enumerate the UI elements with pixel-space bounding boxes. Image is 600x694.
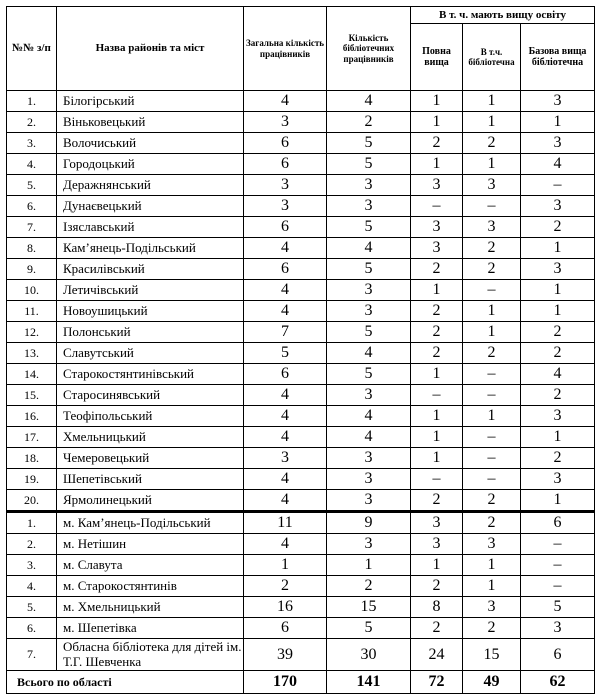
header-higher-ed-group: В т. ч. мають вищу освіту — [411, 7, 595, 24]
table-row — [7, 427, 595, 448]
row-number: 7. — [7, 639, 57, 671]
row-total-staff: 6 — [244, 217, 327, 238]
row-number: 11. — [7, 301, 57, 322]
row-library-staff: 3 — [327, 469, 411, 490]
row-incl-library: – — [463, 427, 521, 448]
table-row — [7, 597, 595, 618]
row-name: Старокостянтинівський — [57, 364, 244, 385]
row-incl-library: 2 — [463, 490, 521, 512]
total-row-label: Всього по області — [7, 671, 244, 694]
row-full-higher: – — [411, 469, 463, 490]
row-name: м. Кам’янець-Подільський — [57, 512, 244, 534]
row-name: Обласна бібліотека для дітей ім. Т.Г. Шевченка — [57, 639, 244, 671]
row-library-staff: 30 — [327, 639, 411, 671]
row-library-staff: 1 — [327, 555, 411, 576]
row-number: 18. — [7, 448, 57, 469]
row-basic-library: 1 — [521, 490, 595, 512]
table-row — [7, 406, 595, 427]
table-row — [7, 618, 595, 639]
row-basic-library: 6 — [521, 639, 595, 671]
header-total-staff: Загальна кількість працівників — [244, 7, 327, 91]
header-num: №№ з/п — [7, 7, 57, 91]
row-basic-library: 1 — [521, 112, 595, 133]
row-total-staff: 39 — [244, 639, 327, 671]
row-name: м. Нетішин — [57, 534, 244, 555]
row-total-staff: 4 — [244, 427, 327, 448]
row-full-higher: – — [411, 385, 463, 406]
row-total-staff: 16 — [244, 597, 327, 618]
row-basic-library: 2 — [521, 343, 595, 364]
row-basic-library: 3 — [521, 91, 595, 112]
row-full-higher: 1 — [411, 448, 463, 469]
row-incl-library: 2 — [463, 343, 521, 364]
row-name: Ізяславський — [57, 217, 244, 238]
row-basic-library: 1 — [521, 301, 595, 322]
table-row — [7, 322, 595, 343]
row-incl-library: 2 — [463, 512, 521, 534]
row-library-staff: 3 — [327, 280, 411, 301]
row-library-staff: 4 — [327, 91, 411, 112]
row-full-higher: 2 — [411, 301, 463, 322]
row-full-higher: 1 — [411, 364, 463, 385]
row-total-staff: 7 — [244, 322, 327, 343]
row-library-staff: 4 — [327, 343, 411, 364]
row-full-higher: 1 — [411, 91, 463, 112]
row-number: 16. — [7, 406, 57, 427]
table-row — [7, 512, 595, 534]
row-total-staff: 6 — [244, 618, 327, 639]
row-number: 2. — [7, 112, 57, 133]
row-name: Ярмолинецький — [57, 490, 244, 512]
row-incl-library: 1 — [463, 555, 521, 576]
row-full-higher: 3 — [411, 512, 463, 534]
row-library-staff: 3 — [327, 490, 411, 512]
header-incl-library: В т.ч. бібліотечна — [463, 24, 521, 91]
row-basic-library: – — [521, 576, 595, 597]
row-basic-library: 2 — [521, 448, 595, 469]
table-row — [7, 448, 595, 469]
row-basic-library: 3 — [521, 406, 595, 427]
row-incl-library: 3 — [463, 534, 521, 555]
row-name: Теофіпольський — [57, 406, 244, 427]
table-header — [7, 7, 595, 91]
row-name: Деражнянський — [57, 175, 244, 196]
row-basic-library: 3 — [521, 259, 595, 280]
row-incl-library: – — [463, 448, 521, 469]
row-name: Хмельницький — [57, 427, 244, 448]
row-name: Славутський — [57, 343, 244, 364]
row-name: Летичівський — [57, 280, 244, 301]
row-basic-library: 2 — [521, 385, 595, 406]
row-total-staff: 4 — [244, 406, 327, 427]
row-name: Кам’янець-Подільський — [57, 238, 244, 259]
row-number: 17. — [7, 427, 57, 448]
total-incl-library: 49 — [463, 671, 521, 694]
row-library-staff: 3 — [327, 196, 411, 217]
table-row — [7, 238, 595, 259]
row-number: 4. — [7, 154, 57, 175]
row-total-staff: 1 — [244, 555, 327, 576]
row-incl-library: – — [463, 280, 521, 301]
row-name: Чемеровецький — [57, 448, 244, 469]
row-basic-library: 2 — [521, 322, 595, 343]
row-basic-library: 1 — [521, 427, 595, 448]
row-full-higher: 24 — [411, 639, 463, 671]
row-incl-library: 2 — [463, 238, 521, 259]
row-number: 15. — [7, 385, 57, 406]
row-full-higher: – — [411, 196, 463, 217]
row-incl-library: 1 — [463, 112, 521, 133]
row-library-staff: 5 — [327, 217, 411, 238]
row-incl-library: – — [463, 364, 521, 385]
row-name: м. Шепетівка — [57, 618, 244, 639]
row-basic-library: 4 — [521, 154, 595, 175]
row-incl-library: 2 — [463, 133, 521, 154]
row-incl-library: 3 — [463, 175, 521, 196]
table-row — [7, 196, 595, 217]
row-basic-library: 3 — [521, 618, 595, 639]
row-number: 5. — [7, 597, 57, 618]
row-library-staff: 3 — [327, 175, 411, 196]
row-library-staff: 15 — [327, 597, 411, 618]
row-basic-library: 4 — [521, 364, 595, 385]
row-number: 4. — [7, 576, 57, 597]
row-total-staff: 6 — [244, 364, 327, 385]
row-library-staff: 5 — [327, 364, 411, 385]
header-library-staff: Кількість бібліотечних працівників — [327, 7, 411, 91]
row-library-staff: 5 — [327, 322, 411, 343]
row-full-higher: 2 — [411, 490, 463, 512]
row-incl-library: – — [463, 385, 521, 406]
row-library-staff: 2 — [327, 112, 411, 133]
table-row — [7, 534, 595, 555]
row-total-staff: 4 — [244, 91, 327, 112]
row-number: 6. — [7, 196, 57, 217]
row-incl-library: 1 — [463, 576, 521, 597]
row-name: м. Старокостянтинів — [57, 576, 244, 597]
row-incl-library: 15 — [463, 639, 521, 671]
row-name: м. Хмельницький — [57, 597, 244, 618]
row-incl-library: 3 — [463, 217, 521, 238]
total-basic-library: 62 — [521, 671, 595, 694]
row-full-higher: 1 — [411, 112, 463, 133]
row-library-staff: 9 — [327, 512, 411, 534]
row-full-higher: 2 — [411, 322, 463, 343]
row-incl-library: – — [463, 196, 521, 217]
row-number: 9. — [7, 259, 57, 280]
row-total-staff: 3 — [244, 196, 327, 217]
table-row — [7, 217, 595, 238]
row-incl-library: – — [463, 469, 521, 490]
row-full-higher: 2 — [411, 133, 463, 154]
row-name: м. Славута — [57, 555, 244, 576]
row-number: 2. — [7, 534, 57, 555]
row-basic-library: 3 — [521, 469, 595, 490]
row-total-staff: 4 — [244, 238, 327, 259]
table-row — [7, 301, 595, 322]
row-total-staff: 4 — [244, 469, 327, 490]
row-library-staff: 3 — [327, 448, 411, 469]
row-number: 1. — [7, 91, 57, 112]
table-row — [7, 91, 595, 112]
row-name: Старосинявський — [57, 385, 244, 406]
row-name: Дунаєвецький — [57, 196, 244, 217]
row-incl-library: 1 — [463, 301, 521, 322]
table-row — [7, 154, 595, 175]
row-full-higher: 1 — [411, 555, 463, 576]
row-full-higher: 8 — [411, 597, 463, 618]
row-full-higher: 3 — [411, 534, 463, 555]
row-name: Полонський — [57, 322, 244, 343]
row-total-staff: 6 — [244, 154, 327, 175]
row-basic-library: 3 — [521, 196, 595, 217]
row-full-higher: 2 — [411, 343, 463, 364]
row-full-higher: 1 — [411, 280, 463, 301]
row-number: 13. — [7, 343, 57, 364]
row-name: Новоушицький — [57, 301, 244, 322]
row-basic-library: 1 — [521, 238, 595, 259]
row-library-staff: 3 — [327, 534, 411, 555]
table-row — [7, 133, 595, 154]
library-staff-table — [6, 6, 595, 694]
header-basic-library: Базова вища бібліотечна — [521, 24, 595, 91]
row-full-higher: 3 — [411, 238, 463, 259]
row-number: 3. — [7, 133, 57, 154]
row-total-staff: 2 — [244, 576, 327, 597]
table-row — [7, 469, 595, 490]
total-row — [7, 671, 595, 694]
row-number: 8. — [7, 238, 57, 259]
row-total-staff: 11 — [244, 512, 327, 534]
row-basic-library: – — [521, 555, 595, 576]
table-row — [7, 280, 595, 301]
row-name: Волочиський — [57, 133, 244, 154]
row-basic-library: 5 — [521, 597, 595, 618]
row-basic-library: 1 — [521, 280, 595, 301]
row-full-higher: 2 — [411, 576, 463, 597]
table-row — [7, 364, 595, 385]
row-total-staff: 5 — [244, 343, 327, 364]
row-incl-library: 1 — [463, 154, 521, 175]
row-total-staff: 4 — [244, 534, 327, 555]
row-incl-library: 1 — [463, 406, 521, 427]
row-basic-library: – — [521, 175, 595, 196]
total-full-higher: 72 — [411, 671, 463, 694]
row-name: Білогірський — [57, 91, 244, 112]
row-incl-library: 2 — [463, 618, 521, 639]
row-total-staff: 6 — [244, 133, 327, 154]
row-name: Шепетівський — [57, 469, 244, 490]
row-number: 3. — [7, 555, 57, 576]
row-total-staff: 3 — [244, 448, 327, 469]
row-basic-library: 2 — [521, 217, 595, 238]
table-row — [7, 555, 595, 576]
table-row — [7, 490, 595, 512]
table-row — [7, 259, 595, 280]
row-number: 5. — [7, 175, 57, 196]
row-number: 1. — [7, 512, 57, 534]
row-library-staff: 4 — [327, 427, 411, 448]
row-name: Красилівський — [57, 259, 244, 280]
row-number: 6. — [7, 618, 57, 639]
table-row — [7, 385, 595, 406]
row-total-staff: 3 — [244, 112, 327, 133]
row-incl-library: 1 — [463, 91, 521, 112]
row-basic-library: 6 — [521, 512, 595, 534]
row-number: 7. — [7, 217, 57, 238]
row-number: 19. — [7, 469, 57, 490]
row-library-staff: 4 — [327, 406, 411, 427]
row-library-staff: 4 — [327, 238, 411, 259]
row-full-higher: 3 — [411, 217, 463, 238]
total-staff: 170 — [244, 671, 327, 694]
row-name: Віньковецький — [57, 112, 244, 133]
header-full-higher: Повна вища — [411, 24, 463, 91]
table-body — [7, 91, 595, 694]
row-basic-library: 3 — [521, 133, 595, 154]
row-total-staff: 4 — [244, 490, 327, 512]
row-library-staff: 5 — [327, 133, 411, 154]
row-incl-library: 3 — [463, 597, 521, 618]
row-total-staff: 6 — [244, 259, 327, 280]
row-full-higher: 2 — [411, 618, 463, 639]
total-library-staff: 141 — [327, 671, 411, 694]
row-library-staff: 3 — [327, 301, 411, 322]
row-number: 14. — [7, 364, 57, 385]
row-library-staff: 5 — [327, 618, 411, 639]
row-number: 20. — [7, 490, 57, 512]
row-incl-library: 1 — [463, 322, 521, 343]
table-row — [7, 639, 595, 671]
row-full-higher: 3 — [411, 175, 463, 196]
row-number: 10. — [7, 280, 57, 301]
table-row — [7, 576, 595, 597]
row-total-staff: 3 — [244, 175, 327, 196]
header-name: Назва районів та міст — [57, 7, 244, 91]
row-library-staff: 5 — [327, 259, 411, 280]
table-row — [7, 343, 595, 364]
row-full-higher: 1 — [411, 406, 463, 427]
row-total-staff: 4 — [244, 301, 327, 322]
table-row — [7, 175, 595, 196]
row-basic-library: – — [521, 534, 595, 555]
row-incl-library: 2 — [463, 259, 521, 280]
row-name: Городоцький — [57, 154, 244, 175]
row-full-higher: 2 — [411, 259, 463, 280]
row-library-staff: 5 — [327, 154, 411, 175]
row-full-higher: 1 — [411, 427, 463, 448]
row-number: 12. — [7, 322, 57, 343]
table-row — [7, 112, 595, 133]
row-full-higher: 1 — [411, 154, 463, 175]
row-library-staff: 2 — [327, 576, 411, 597]
row-library-staff: 3 — [327, 385, 411, 406]
row-total-staff: 4 — [244, 385, 327, 406]
row-total-staff: 4 — [244, 280, 327, 301]
